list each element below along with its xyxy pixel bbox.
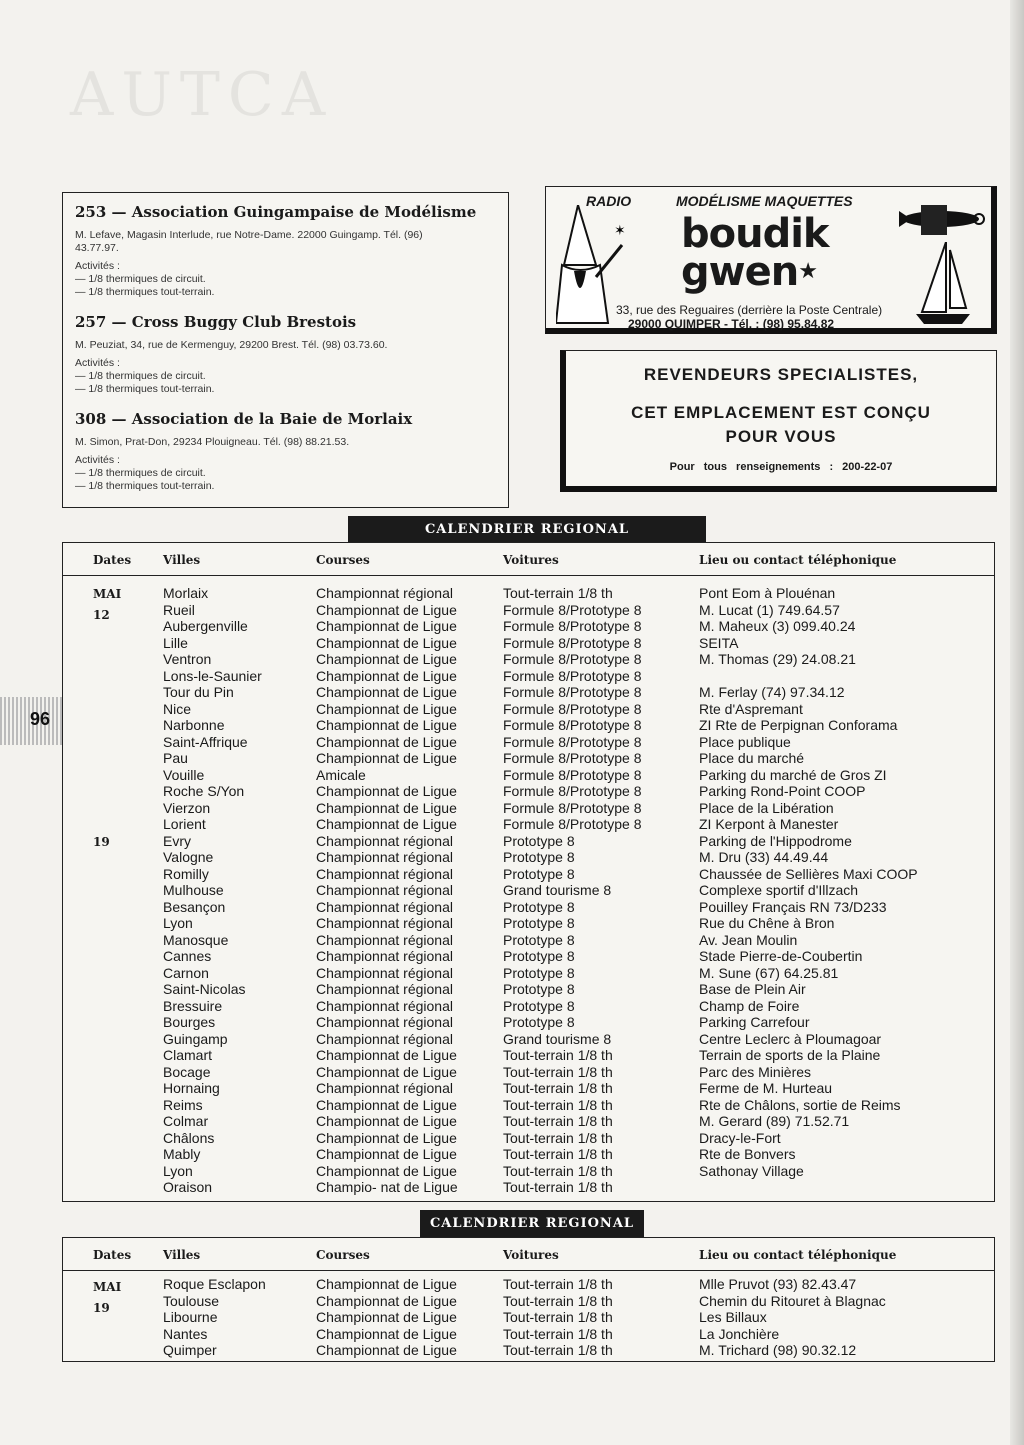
club-entry: [75, 203, 496, 299]
table-cell: Rue du Chêne à Bron: [699, 915, 835, 931]
table-cell: Rueil: [163, 601, 195, 618]
table-cell: Prototype 8: [503, 964, 575, 981]
table-cell: Terrain de sports de la Plaine: [699, 1047, 881, 1063]
table-cell: Championnat de Ligue: [316, 1063, 457, 1080]
table-cell: Bressuire: [163, 997, 223, 1014]
calendar-banner-1: CALENDRIER REGIONAL: [348, 516, 706, 544]
table-cell: Cannes: [163, 948, 212, 964]
table-cell: M. Trichard (98) 90.32.12: [699, 1342, 857, 1358]
table-cell: Prototype 8: [503, 997, 575, 1014]
table-cell: Championnat régional: [316, 849, 453, 865]
table-cell: Championnat de Ligue: [316, 1276, 457, 1292]
table-cell: Lorient: [163, 816, 206, 832]
table-cell: Saint-Affrique: [163, 733, 248, 750]
page-number: 96: [30, 709, 51, 729]
table-cell: Championnat régional: [316, 832, 453, 849]
table-cell: Formule 8/Prototype 8: [503, 799, 642, 816]
table-cell: Tout-terrain 1/8 th: [503, 1162, 613, 1179]
table-cell: Narbonne: [163, 717, 225, 733]
table-cell: [699, 1179, 918, 1196]
table-cell: Championnat de Ligue: [316, 1292, 457, 1309]
header-voitures: Voitures: [503, 553, 559, 567]
ad-radio: RADIO: [586, 193, 632, 209]
table-cell: Formule 8/Prototype 8: [503, 684, 642, 700]
ad-brand-line1: boudik: [681, 211, 829, 257]
table-cell: La Jonchière: [699, 1325, 780, 1342]
table-cell: Formule 8/Prototype 8: [503, 717, 642, 733]
table2-header: [63, 1238, 994, 1271]
table-cell: Ventron: [163, 651, 212, 667]
table-cell: Lille: [163, 634, 188, 651]
table-cell: Formule 8/Prototype 8: [503, 816, 642, 832]
table-cell: Prototype 8: [503, 832, 575, 849]
header-courses: Courses: [316, 553, 370, 567]
table-cell: Tout-terrain 1/8 th: [503, 1179, 613, 1195]
header-villes: Villes: [163, 553, 201, 567]
table-cell: [699, 668, 918, 685]
promo-line3: POUR VOUS: [725, 427, 837, 446]
table1-voitures: [503, 585, 642, 1196]
table2-month: MAI: [93, 1280, 122, 1294]
table-cell: Tout-terrain 1/8 th: [503, 1063, 613, 1080]
table-cell: Vierzon: [163, 799, 211, 816]
table-cell: Championnat de Ligue: [316, 700, 457, 717]
table-cell: Guingamp: [163, 1030, 228, 1047]
table1-month: MAI: [93, 587, 122, 601]
table-cell: Colmar: [163, 1113, 209, 1129]
table-cell: Formule 8/Prototype 8: [503, 601, 642, 618]
table-cell: Grand tourisme 8: [503, 1030, 612, 1047]
table-cell: Romilly: [163, 865, 209, 882]
promo-box: [560, 350, 997, 492]
table-cell: Roche S/Yon: [163, 783, 245, 799]
table-cell: Vouille: [163, 766, 205, 783]
table2-voitures: [503, 1276, 613, 1359]
table-cell: Championnat de Ligue: [316, 1129, 457, 1146]
table-cell: Parking du marché de Gros ZI: [699, 766, 887, 783]
table-cell: Mulhouse: [163, 882, 224, 898]
club-title: 257 — Cross Buggy Club Brestois: [75, 313, 357, 331]
table1-lieux: [699, 585, 918, 1196]
club-line: — 1/8 thermiques de circuit.: [75, 273, 206, 285]
table-cell: M. Gerard (89) 71.52.71: [699, 1113, 850, 1129]
table-cell: Tout-terrain 1/8 th: [503, 1342, 613, 1358]
table-cell: Championnat de Ligue: [316, 1325, 457, 1342]
table-cell: Parc des Minières: [699, 1063, 812, 1080]
table-cell: Tout-terrain 1/8 th: [503, 1047, 613, 1063]
airplane-icon: [891, 197, 986, 242]
table-cell: Formule 8/Prototype 8: [503, 634, 642, 651]
club-line: — 1/8 thermiques de circuit.: [75, 467, 206, 479]
table-cell: Complexe sportif d'Illzach: [699, 882, 859, 898]
table-cell: Tout-terrain 1/8 th: [503, 1309, 613, 1325]
table-cell: Saint-Nicolas: [163, 981, 246, 997]
table1-courses: [316, 585, 458, 1196]
table-cell: Rte d'Aspremant: [699, 700, 803, 717]
table-cell: Prototype 8: [503, 981, 575, 997]
table-cell: Centre Leclerc à Ploumagoar: [699, 1030, 882, 1047]
calendar-banner-2: CALENDRIER REGIONAL: [420, 1210, 644, 1238]
table-cell: ZI Rte de Perpignan Conforama: [699, 717, 898, 733]
table-cell: M. Sune (67) 64.25.81: [699, 964, 839, 981]
table-cell: Tout-terrain 1/8 th: [503, 1113, 613, 1129]
table-cell: Prototype 8: [503, 915, 575, 931]
table-cell: Pouilley Français RN 73/D233: [699, 898, 887, 915]
table-cell: Championnat régional: [316, 865, 453, 882]
table-cell: Championnat régional: [316, 1080, 453, 1096]
table-cell: Tour du Pin: [163, 684, 234, 700]
table-cell: Clamart: [163, 1047, 213, 1063]
table-cell: M. Lucat (1) 749.64.57: [699, 601, 840, 618]
table-cell: Championnat de Ligue: [316, 667, 457, 684]
table-cell: Championnat de Ligue: [316, 1162, 457, 1179]
table-cell: Bocage: [163, 1063, 211, 1080]
table-cell: Pont Eom à Plouénan: [699, 585, 836, 601]
table-cell: Reims: [163, 1096, 203, 1113]
table-cell: Lons-le-Saunier: [163, 667, 262, 684]
table-cell: Prototype 8: [503, 849, 575, 865]
table-cell: Nantes: [163, 1325, 208, 1342]
ad-brand: [681, 211, 829, 295]
club-line: 43.77.97.: [75, 242, 119, 254]
club-line: Activités :: [75, 357, 120, 369]
boudik-gwen-ad: [545, 186, 997, 334]
table-cell: Championnat de Ligue: [316, 1047, 457, 1063]
table-cell: Parking Carrefour: [699, 1014, 810, 1030]
table-cell: Parking Rond-Point COOP: [699, 783, 866, 799]
table-cell: Amicale: [316, 766, 366, 783]
table-cell: Pau: [163, 750, 188, 766]
table-cell: Championnat régional: [316, 997, 453, 1014]
ad-brand-line2: gwen★: [681, 249, 817, 295]
table-cell: Championnat régional: [316, 1030, 453, 1047]
table-cell: Championnat régional: [316, 898, 453, 915]
ad-tagline: MODÉLISME MAQUETTES: [676, 193, 853, 209]
promo-line1: REVENDEURS SPECIALISTES,: [643, 365, 919, 384]
club-line: M. Lefave, Magasin Interlude, rue Notre-Dame. 22000 Guingamp. Tél. (96): [75, 229, 423, 241]
table1-villes: [163, 585, 262, 1196]
table-cell: Formule 8/Prototype 8: [503, 651, 642, 667]
table-cell: Nice: [163, 700, 192, 717]
table-cell: Prototype 8: [503, 931, 575, 948]
clubs-box: [62, 192, 509, 508]
club-line: — 1/8 thermiques tout-terrain.: [75, 480, 215, 492]
table-cell: Formule 8/Prototype 8: [503, 733, 642, 750]
table-cell: Championnat de Ligue: [316, 1342, 457, 1358]
header-dates: Dates: [93, 553, 132, 567]
table-cell: Quimper: [163, 1342, 217, 1358]
table-cell: Hornaing: [163, 1080, 220, 1096]
table2-courses: [316, 1276, 457, 1359]
header-lieu: Lieu ou contact téléphonique: [699, 1248, 897, 1262]
table-cell: Championnat de Ligue: [316, 601, 457, 618]
club-line: M. Simon, Prat-Don, 29234 Plouigneau. Tél. (98) 88.21.53.: [75, 436, 350, 448]
svg-text:✶: ✶: [614, 223, 626, 239]
club-title: 253 — Association Guingampaise de Modélisme: [75, 203, 477, 221]
club-line: Activités :: [75, 454, 120, 466]
promo-line4: Pour tous renseignements : 200-22-07: [669, 461, 893, 473]
table-cell: Bourges: [163, 1014, 216, 1030]
table-cell: Championnat de Ligue: [316, 799, 457, 816]
table-cell: Tout-terrain 1/8 th: [503, 1276, 613, 1292]
calendar-table-1: [62, 542, 995, 1202]
table-cell: Sathonay Village: [699, 1162, 804, 1179]
table-cell: Championnat de Ligue: [316, 783, 457, 799]
table2-lieux: [699, 1276, 886, 1359]
table-cell: Roque Esclapon: [163, 1276, 266, 1292]
club-entry: [75, 410, 496, 493]
table-cell: Evry: [163, 832, 191, 849]
table-cell: Championnat régional: [316, 931, 453, 948]
ad-city: 29000 QUIMPER - Tél. : (98) 95.84.82: [628, 317, 835, 331]
table-cell: Championnat de Ligue: [316, 651, 457, 667]
table-cell: Av. Jean Moulin: [699, 931, 798, 948]
table-cell: Prototype 8: [503, 865, 575, 882]
table-cell: Base de Plein Air: [699, 981, 806, 997]
table-cell: Prototype 8: [503, 1014, 575, 1030]
table-cell: M. Thomas (29) 24.08.21: [699, 651, 856, 667]
club-line: Activités :: [75, 260, 120, 272]
table-cell: Championnat régional: [316, 1014, 453, 1030]
page-number-tab: [0, 697, 62, 745]
table-cell: Parking de l'Hippodrome: [699, 832, 852, 849]
table1-day-19: 19: [93, 835, 110, 849]
table-cell: Championnat de Ligue: [316, 684, 457, 700]
table-cell: Championnat régional: [316, 585, 453, 601]
table-cell: Aubergenville: [163, 618, 248, 634]
header-voitures: Voitures: [503, 1248, 559, 1262]
table-cell: Tout-terrain 1/8 th: [503, 1080, 613, 1096]
header-dates: Dates: [93, 1248, 132, 1262]
table-cell: Morlaix: [163, 585, 209, 601]
table-cell: M. Ferlay (74) 97.34.12: [699, 684, 845, 700]
table-cell: Championnat régional: [316, 981, 453, 997]
table-cell: Championnat de Ligue: [316, 816, 457, 832]
table-cell: Championnat régional: [316, 882, 453, 898]
table-cell: Tout-terrain 1/8 th: [503, 1096, 613, 1113]
table2-villes: [163, 1276, 266, 1359]
table-cell: Grand tourisme 8: [503, 882, 612, 898]
table-cell: Mably: [163, 1146, 201, 1162]
table-cell: Place de la Libération: [699, 799, 834, 816]
sailboat-icon: [916, 242, 971, 327]
table-cell: Chaussée de Sellières Maxi COOP: [699, 865, 918, 882]
table-cell: Formule 8/Prototype 8: [503, 750, 642, 766]
table-cell: Tout-terrain 1/8 th: [503, 1129, 613, 1146]
table-cell: Chemin du Ritouret à Blagnac: [699, 1292, 886, 1309]
table-cell: Championnat de Ligue: [316, 717, 457, 733]
club-line: — 1/8 thermiques tout-terrain.: [75, 383, 215, 395]
table-cell: Championnat de Ligue: [316, 733, 457, 750]
table-cell: Formule 8/Prototype 8: [503, 700, 642, 717]
club-line: — 1/8 thermiques de circuit.: [75, 370, 206, 382]
table-cell: Valogne: [163, 849, 214, 865]
table-cell: Manosque: [163, 931, 229, 948]
table-cell: Les Billaux: [699, 1309, 767, 1325]
table-cell: Place du marché: [699, 750, 805, 766]
table-cell: Lyon: [163, 1162, 193, 1179]
table-cell: Rte de Châlons, sortie de Reims: [699, 1096, 901, 1113]
table-cell: Championnat de Ligue: [316, 1113, 457, 1129]
table-cell: Championnat régional: [316, 964, 453, 981]
club-title: 308 — Association de la Baie de Morlaix: [75, 410, 413, 428]
table-cell: Formule 8/Prototype 8: [503, 766, 642, 783]
table-cell: Ferme de M. Hurteau: [699, 1080, 833, 1096]
table-cell: Toulouse: [163, 1292, 220, 1309]
table-cell: Championnat de Ligue: [316, 618, 457, 634]
ad-address: 33, rue des Reguaires (derrière la Poste Centrale): [616, 303, 883, 317]
table-cell: Championnat de Ligue: [316, 750, 457, 766]
table-cell: Mlle Pruvot (93) 82.43.47: [699, 1276, 857, 1292]
table-cell: Carnon: [163, 964, 209, 981]
table-cell: Prototype 8: [503, 898, 575, 915]
header-villes: Villes: [163, 1248, 201, 1262]
table-cell: Formule 8/Prototype 8: [503, 667, 642, 684]
table-cell: Rte de Bonvers: [699, 1146, 796, 1162]
promo-line2: CET EMPLACEMENT EST CONÇU: [631, 403, 931, 422]
table-cell: Prototype 8: [503, 948, 575, 964]
table-cell: Champio- nat de Ligue: [316, 1179, 458, 1195]
table1-day-12: 12: [93, 608, 110, 622]
table-cell: Tout-terrain 1/8 th: [503, 1325, 613, 1342]
table-cell: Tout-terrain 1/8 th: [503, 1292, 613, 1309]
header-courses: Courses: [316, 1248, 370, 1262]
star-icon: ★: [798, 259, 817, 284]
page-edge: [1010, 0, 1024, 1445]
bleed-through-text: AUTCA: [70, 60, 334, 130]
table-cell: Formule 8/Prototype 8: [503, 618, 642, 634]
table-cell: Besançon: [163, 898, 226, 915]
table-cell: M. Maheux (3) 099.40.24: [699, 618, 856, 634]
header-lieu: Lieu ou contact téléphonique: [699, 553, 897, 567]
table-cell: Dracy-le-Fort: [699, 1129, 781, 1146]
table-cell: Championnat régional: [316, 915, 453, 931]
club-line: — 1/8 thermiques tout-terrain.: [75, 286, 215, 298]
table-cell: Tout-terrain 1/8 th: [503, 1146, 613, 1162]
table-cell: Libourne: [163, 1309, 218, 1325]
club-line: M. Peuziat, 34, rue de Kermenguy, 29200 Brest. Tél. (98) 03.73.60.: [75, 339, 388, 351]
table-cell: Championnat régional: [316, 948, 453, 964]
table-cell: Oraison: [163, 1179, 213, 1195]
table-cell: ZI Kerpont à Manester: [699, 816, 839, 832]
table-cell: Place publique: [699, 733, 791, 750]
table-cell: Championnat de Ligue: [316, 1146, 457, 1162]
table-cell: Championnat de Ligue: [316, 634, 457, 651]
calendar-table-2: [62, 1237, 995, 1362]
table-cell: Stade Pierre-de-Coubertin: [699, 948, 863, 964]
table-cell: Champ de Foire: [699, 997, 800, 1014]
table1-header: [63, 543, 994, 576]
table-cell: Châlons: [163, 1129, 215, 1146]
table-cell: Formule 8/Prototype 8: [503, 783, 642, 799]
table-cell: M. Dru (33) 44.49.44: [699, 849, 829, 865]
table-cell: Championnat de Ligue: [316, 1096, 457, 1113]
table-cell: Tout-terrain 1/8 th: [503, 585, 613, 601]
club-entry: [75, 313, 496, 396]
table-cell: Championnat de Ligue: [316, 1309, 457, 1325]
table-cell: Lyon: [163, 915, 193, 931]
table-cell: SEITA: [699, 634, 739, 651]
table2-day-19: 19: [93, 1301, 110, 1315]
